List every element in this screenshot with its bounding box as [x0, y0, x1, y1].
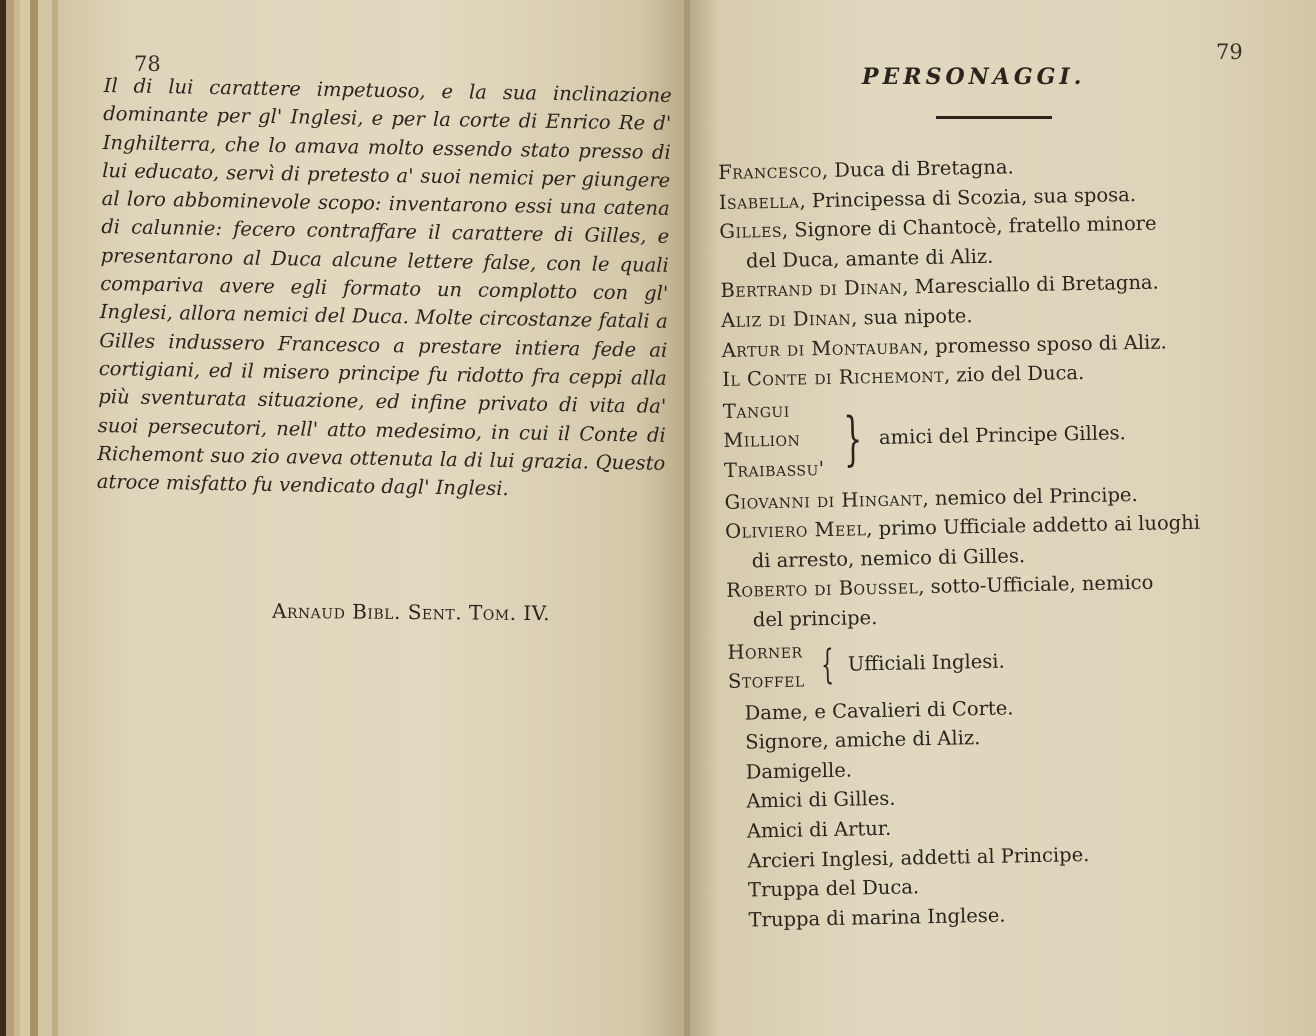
character-description: , primo Ufficiale addetto ai luoghi: [866, 510, 1201, 541]
extra-role: Damigelle.: [745, 758, 853, 784]
character-name: Million: [723, 427, 801, 453]
character-entry: [719, 206, 1290, 276]
character-name: Il Conte di Richemont: [722, 363, 945, 392]
character-entry: [725, 506, 1296, 576]
character-description: , sua nipote.: [850, 304, 973, 330]
extra-role: Truppa di marina Inglese.: [748, 903, 1006, 932]
character-description: , promesso sposo di Aliz.: [922, 329, 1167, 358]
right-page-number: 79: [1216, 40, 1243, 64]
citation: Arnaud Bibl. Sent. Tom. IV.: [271, 598, 551, 626]
brace: }: [842, 404, 863, 473]
character-group-officers: [727, 626, 1298, 696]
character-description-cont: del principe.: [752, 605, 878, 632]
character-description: , sotto-Ufficiale, nemico: [918, 571, 1154, 599]
extra-role: Amici di Gilles.: [746, 787, 896, 814]
character-name: Oliviero Meel: [724, 517, 867, 544]
character-group-friends: [723, 386, 1295, 486]
book-edge: [20, 0, 30, 1036]
character-name: Francesco: [718, 159, 823, 184]
book-edge: [6, 0, 14, 1036]
character-name: Bertrand di Dinan: [720, 275, 903, 303]
character-name: Traibassu': [723, 456, 825, 482]
character-description-cont: di arresto, nemico di Gilles.: [751, 543, 1026, 573]
group-description: amici del Principe Gilles.: [878, 421, 1126, 450]
character-entry: [726, 565, 1297, 635]
extra-role: Dame, e Cavalieri di Corte.: [744, 696, 1014, 725]
book-edge: [30, 0, 38, 1036]
character-description: , zio del Duca.: [943, 361, 1085, 387]
extra-role: Amici di Artur.: [746, 816, 892, 843]
extra-role: Arcieri Inglesi, addetti al Principe.: [747, 842, 1090, 873]
title-rule: [936, 116, 1052, 119]
character-name: Isabella: [718, 189, 800, 214]
character-description: , Principessa di Scozia, sua sposa.: [799, 182, 1137, 213]
character-name: Tangui: [722, 398, 790, 423]
group-description: Ufficiali Inglesi.: [847, 649, 1005, 676]
character-description: , nemico del Principe.: [922, 482, 1138, 510]
extra-role: Truppa del Duca.: [747, 875, 920, 902]
character-description: , Maresciallo di Bretagna.: [902, 270, 1159, 299]
extra-role: Signore, amiche di Aliz.: [745, 726, 981, 754]
character-description: , Signore di Chantocè, fratello minore: [781, 211, 1157, 242]
character-name: Horner: [727, 638, 803, 664]
character-name: Giovanni di Hingant: [724, 486, 923, 514]
character-description: , Duca di Bretagna.: [821, 155, 1014, 183]
book-edge: [38, 0, 52, 1036]
character-name: Roberto di Boussel: [726, 575, 919, 603]
left-page-number: 78: [134, 52, 161, 76]
page-title: PERSONAGGI.: [862, 64, 1086, 90]
left-page-body: [97, 72, 672, 506]
character-name: Aliz di Dinan: [720, 306, 852, 332]
character-name: Gilles: [719, 218, 783, 244]
brace: {: [820, 641, 834, 689]
body-paragraph: Il di lui carattere impetuoso, e la sua inclinazione dominante per gl' Inglesi, e per la corte di Enrico Re d' Inghilterra, che lo amava molto essendo stato presso di lui educato, servì di pretesto a' suoi nemici per giungere al loro abbominevole scopo: inventarono essi una catena di calunnie: fecero contraffare il carattere di Gilles, e presentarono al Duca alcune lettere false, con le quali compariva avere egli formato un complotto con gl' Inglesi, allora nemici del Duca. Molte circostanze fatali a Gilles indussero Francesco a prestare intiera fede ai cortigiani, ed il misero principe fu ridotto fra ceppi alla più sventurata situazione, ed infine privato di vita da' suoi persecutori, nell' atto medesimo, in cui il Conte di Richemont suo zio aveva ottenuta la di lui grazia. Questo atroce misfatto fu vendicato dagl' Inglesi.: [96, 73, 672, 501]
character-name: Stoffel: [727, 668, 805, 693]
book-gutter: [684, 0, 690, 1036]
cast-list: [718, 147, 1303, 935]
character-description-cont: del Duca, amante di Aliz.: [745, 244, 994, 273]
character-name: Artur di Montauban: [721, 334, 923, 362]
